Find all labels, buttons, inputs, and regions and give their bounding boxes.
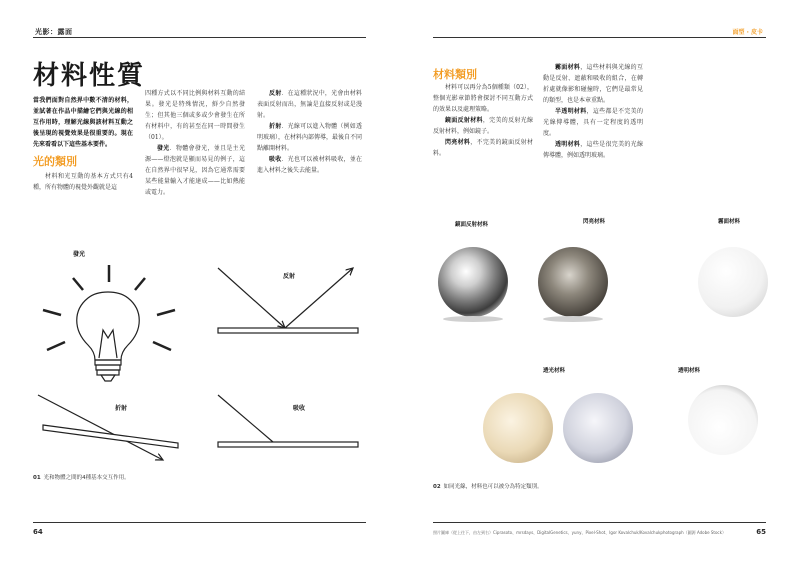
col2-para1: 四種方式以不同比例與材料互動的結果。發光是特殊情況，鮮少自然發生；但其他三個或多或少會發生在所有材料中，有的甚至在同一時間發生（01）。 — [145, 90, 245, 141]
label-refract: 折射 — [115, 405, 128, 412]
figure-caption-01: 01 光和物體之間的4種基本交互作用。 — [33, 475, 130, 481]
header-rule-right — [433, 37, 766, 38]
light-types-heading: 光的類別 — [33, 155, 77, 168]
sphere-glossy — [538, 247, 608, 317]
term-matte: 霧面材料 — [555, 64, 581, 71]
label-emit: 發光 — [73, 251, 86, 258]
refract-diagram — [38, 395, 178, 460]
col3-para1: ．在這種狀況中，光會由材料表面反射而出，無論是直接反射或是漫射。 — [257, 90, 362, 119]
spheres-svg — [433, 210, 773, 480]
footer-rule-left — [33, 522, 366, 523]
label-translucent: 透光材料 — [543, 368, 566, 374]
material-spheres — [433, 210, 773, 480]
label-mirror: 鏡面反射材料 — [455, 222, 489, 228]
material-types-heading: 材料類別 — [433, 68, 477, 81]
term-translucent: 半透明材料 — [555, 108, 587, 115]
material-types-text: 材料可以再分為5個種類（02），整個光影章節將會探討不同互動方式的效果以及處理策略。 — [433, 84, 533, 113]
sphere-mirror — [438, 247, 508, 317]
term-emit: 發光 — [157, 145, 170, 152]
running-header-left: 光影：露面 — [35, 28, 73, 36]
col3-para2: ．光線可以進入物體（例如透明玻璃），在材料內部傳導，最後自不同點離開材料。 — [257, 123, 363, 152]
page-title: 材料性質 — [33, 61, 146, 91]
light-types-text: 材料和光互動的基本方式只有4種，所有物體的視覺外觀就是這 — [33, 173, 133, 191]
page-number-right: 65 — [756, 528, 766, 536]
sphere-translucent-wax — [483, 393, 553, 463]
label-absorb: 吸收 — [293, 405, 306, 412]
col2-para2: ．物體會發光，並且是主光源——燈泡就是顯而易見的例子，這在自然界中很罕見，因為它通常需要某些能量輸入才能達成——比如熱能或電力。 — [145, 145, 245, 196]
diagram-svg — [33, 230, 373, 480]
label-matte: 霧面材料 — [718, 219, 741, 225]
term-reflect: 反射 — [269, 90, 282, 97]
absorb-diagram — [218, 395, 358, 447]
right-column-1: 材料可以再分為5個種類（02），整個光影章節將會探討不同互動方式的效果以及處理策略。 鏡面反射材料，完美的反射光線反射材料，例如鏡子。 閃亮材料，不完美的鏡面反射材料。 — [433, 84, 533, 157]
shadow-glossy — [543, 316, 603, 322]
left-column-3 — [257, 88, 362, 176]
term-transparent: 透明材料 — [555, 141, 581, 148]
header-rule-left — [33, 37, 366, 38]
lightbulb-icon — [77, 292, 140, 381]
label-reflect: 反射 — [283, 273, 296, 280]
sphere-transparent — [688, 385, 758, 455]
shadow-mirror — [443, 316, 503, 322]
page-number-left: 64 — [33, 528, 43, 536]
figure-caption-02: 02 如同光線，材料也可以被分為特定類別。 — [433, 484, 543, 490]
left-column-2 — [145, 88, 245, 198]
left-column-1 — [33, 95, 133, 193]
right-column-2: 霧面材料，這些材料與光線的互動是反射、遮蔽和吸收的組合，在轉折處就像影和碰撞時，它們是最常見的類型，也是本章重點。 半透明材料，這些都是不完美的光線傳導體，具有一定程度的透明度。 透明材料，這些是很完美的光線傳導體，例如透明玻璃。 — [543, 64, 643, 159]
term-glossy: 閃亮材料 — [445, 139, 471, 146]
interaction-diagrams — [33, 230, 373, 480]
intro-paragraph: 當我們面對自然界中數不清的材料，並試著在作品中描繪它們與光線的相互作用時，理解光線與該材料互動之後呈現的視覺效果是很重要的。現在先來看看以下這些基本要件。 — [33, 97, 133, 148]
sphere-translucent-marble — [563, 393, 633, 463]
running-header-right: 面型 · 皮卡 — [732, 29, 763, 36]
footer-rule-right — [433, 522, 766, 523]
photo-credit: 照片圖庫（從上往下，由左到右）Ciprasoto、mrsdays、DigitalGenetics、yuny、Pixel-Shot、Igor Kovalchuk/Kovalchukphotograph（圖源 Adobe Stock） — [433, 530, 726, 535]
col3-para3: ．光也可以被材料吸收，並在進入材料之後失去能量。 — [257, 156, 362, 174]
sphere-matte — [698, 247, 768, 317]
term-absorb: 吸收 — [269, 156, 282, 163]
label-transparent: 透明材料 — [678, 368, 701, 374]
term-refract: 折射 — [269, 123, 282, 130]
label-glossy: 閃亮材料 — [583, 219, 606, 225]
term-mirror: 鏡面反射材料 — [445, 117, 483, 124]
